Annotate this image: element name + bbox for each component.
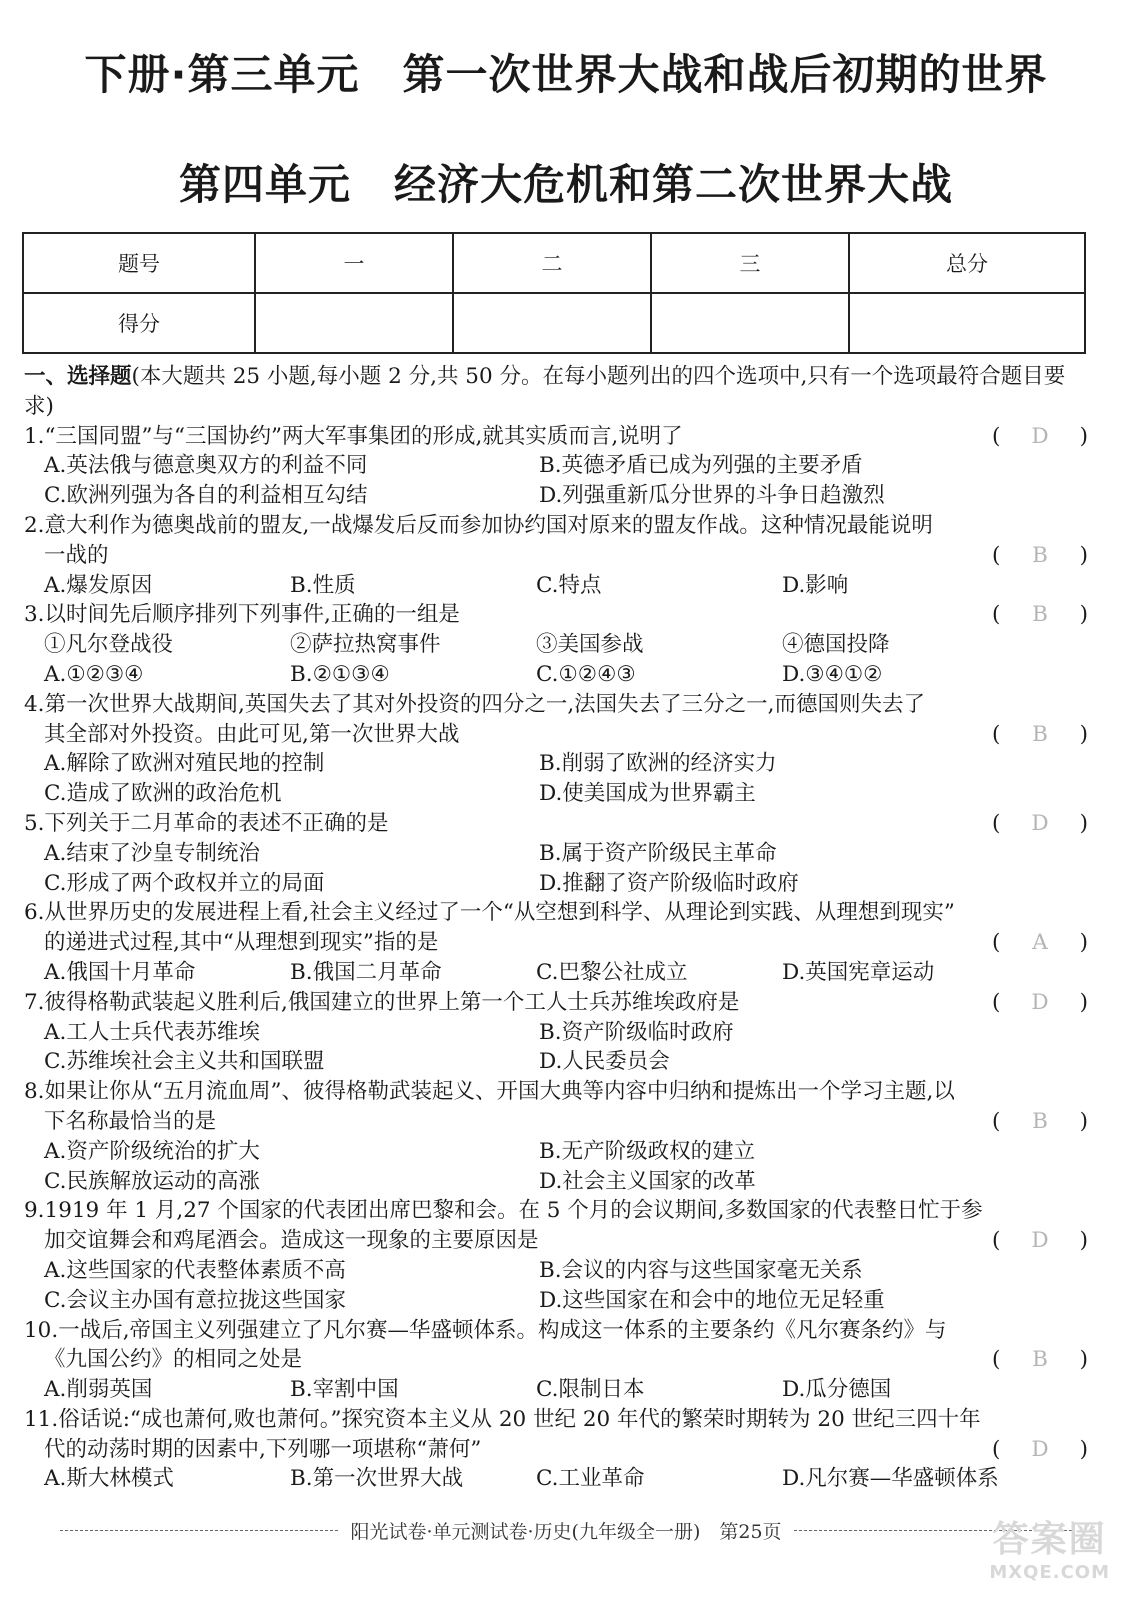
option-row: [24, 839, 1088, 869]
score-table-cell: 二: [453, 233, 651, 293]
score-table-score-row: [23, 293, 1085, 353]
option-row: [24, 869, 1088, 899]
event-item: ③美国参战: [536, 632, 644, 658]
option-row: [24, 1047, 1088, 1077]
question-stem-text: 其全部对外投资。由此可见,第一次世界大战: [44, 721, 460, 747]
answer-letter: D: [1031, 1436, 1049, 1462]
question-stem-text: 7.彼得格勒武装起义胜利后,俄国建立的世界上第一个工人士兵苏维埃政府是: [24, 989, 740, 1015]
question-stem-text: 8.如果让你从“五月流血周”、彼得格勒武装起义、开国大典等内容中归纳和提炼出一个学习主题,以: [24, 1079, 955, 1105]
answer-bracket-close: ): [1079, 542, 1088, 568]
answer-bracket: [992, 1435, 1088, 1465]
answer-bracket-open: (: [992, 423, 1001, 449]
question-stem-text: 9.1919 年 1 月,27 个国家的代表团出席巴黎和会。在 5 个月的会议期间,多数国家的代表整日忙于参: [24, 1198, 983, 1224]
unit-title-line1: 下册·第三单元 第一次世界大战和战后初期的世界: [84, 50, 1048, 99]
question-stem: [24, 898, 1088, 928]
watermark-url: MXQE.COM: [989, 1562, 1110, 1583]
option-c[interactable]: C.会议主办国有意拉拢这些国家: [44, 1287, 347, 1313]
answer-bracket: [992, 928, 1088, 958]
answer-letter: D: [1031, 989, 1049, 1015]
footer-divider: [60, 1530, 338, 1531]
answer-bracket: [992, 422, 1088, 452]
question-stem: [24, 1226, 1088, 1256]
option-row: [24, 1018, 1088, 1048]
option-b[interactable]: B.英德矛盾已成为列强的主要矛盾: [539, 453, 863, 479]
question-stem-text: 11.俗话说:“成也萧何,败也萧何。”探究资本主义从 20 世纪 20 年代的繁荣时期转为 20 世纪三四十年: [24, 1406, 981, 1432]
question-stem: [24, 1435, 1088, 1465]
answer-bracket: [992, 720, 1088, 750]
score-table: [22, 232, 1086, 354]
answer-letter: A: [1032, 930, 1048, 956]
answer-bracket-open: (: [992, 542, 1001, 568]
option-c[interactable]: C.工业革命: [536, 1466, 645, 1492]
answer-letter: B: [1032, 602, 1048, 628]
answer-bracket-open: (: [992, 1108, 1001, 1134]
option-a[interactable]: A.爆发原因: [44, 572, 153, 598]
watermark-text: 答案圈: [992, 1519, 1107, 1560]
option-c[interactable]: C.限制日本: [536, 1377, 645, 1403]
event-item: ①凡尔登战役: [44, 632, 174, 658]
option-c[interactable]: C.欧洲列强为各自的利益相互勾结: [44, 483, 368, 509]
option-d[interactable]: D.影响: [782, 572, 849, 598]
option-a[interactable]: A.英法俄与德意奥双方的利益不同: [44, 453, 368, 479]
answer-bracket: [992, 1226, 1088, 1256]
option-b[interactable]: B.第一次世界大战: [290, 1466, 464, 1492]
event-item: ②萨拉热窝事件: [290, 632, 441, 658]
answer-bracket-close: ): [1079, 602, 1088, 628]
questions-content: [24, 362, 1088, 1494]
question-stem: [24, 600, 1088, 630]
option-d[interactable]: D.使美国成为世界霸主: [539, 781, 756, 807]
question-stem-text: 加交谊舞会和鸡尾酒会。造成这一现象的主要原因是: [44, 1228, 539, 1254]
question-stem-text: 代的动荡时期的因素中,下列哪一项堪称“萧何”: [44, 1436, 482, 1462]
option-a[interactable]: A.资产阶级统治的扩大: [44, 1138, 260, 1164]
answer-bracket: [992, 988, 1088, 1018]
question-stem: [24, 1196, 1088, 1226]
question-stem: [24, 422, 1088, 452]
answer-bracket-open: (: [992, 1347, 1001, 1373]
section-heading: [24, 362, 1088, 422]
event-item: ④德国投降: [782, 632, 890, 658]
score-table-cell: 总分: [849, 233, 1085, 293]
option-row: [24, 451, 1088, 481]
option-row: [24, 958, 1088, 988]
section-instructions: (本大题共 25 小题,每小题 2 分,共 50 分。在每小题列出的四个选项中,只有一个选项最符合题目要求): [24, 364, 1066, 419]
option-c[interactable]: C.巴黎公社成立: [536, 959, 688, 985]
answer-bracket: [992, 541, 1088, 571]
answer-bracket-close: ): [1079, 1347, 1088, 1373]
option-row: [24, 779, 1088, 809]
question-stem: [24, 511, 1088, 541]
section-title: 一、选择题: [24, 364, 132, 389]
option-b[interactable]: B.②①③④: [290, 661, 390, 687]
option-b[interactable]: B.无产阶级政权的建立: [539, 1138, 756, 1164]
answer-bracket-open: (: [992, 721, 1001, 747]
answer-bracket-open: (: [992, 1436, 1001, 1462]
option-c[interactable]: C.形成了两个政权并立的局面: [44, 870, 325, 896]
question-stem: [24, 720, 1088, 750]
answer-letter: B: [1032, 542, 1048, 568]
answer-bracket: [992, 1107, 1088, 1137]
option-c[interactable]: C.造成了欧洲的政治危机: [44, 781, 282, 807]
question-stem-text: 10.一战后,帝国主义列强建立了凡尔赛—华盛顿体系。构成这一体系的主要条约《凡尔赛条约》与: [24, 1317, 947, 1343]
page-footer: [60, 1516, 1072, 1544]
answer-bracket-close: ): [1079, 1228, 1088, 1254]
question-stem-text: 的递进式过程,其中“从理想到现实”指的是: [44, 930, 439, 956]
answer-letter: D: [1031, 810, 1049, 836]
score-table-cell: 三: [651, 233, 849, 293]
question-stem: [24, 1316, 1088, 1346]
answer-bracket: [992, 1345, 1088, 1375]
score-input-cell[interactable]: [651, 293, 849, 353]
answer-bracket-close: ): [1079, 810, 1088, 836]
option-a[interactable]: A.斯大林模式: [44, 1466, 174, 1492]
option-b[interactable]: B.会议的内容与这些国家毫无关系: [539, 1257, 863, 1283]
option-row: [24, 749, 1088, 779]
score-table-cell: 题号: [23, 233, 255, 293]
answer-bracket-close: ): [1079, 989, 1088, 1015]
option-a[interactable]: A.解除了欧洲对殖民地的控制: [44, 751, 325, 777]
option-c[interactable]: C.苏维埃社会主义共和国联盟: [44, 1049, 325, 1075]
question-stem-text: 4.第一次世界大战期间,英国失去了其对外投资的四分之一,法国失去了三分之一,而德国则失去了: [24, 691, 926, 717]
answer-bracket-open: (: [992, 930, 1001, 956]
question-stem: [24, 988, 1088, 1018]
option-b[interactable]: B.性质: [290, 572, 356, 598]
option-d[interactable]: D.列强重新瓜分世界的斗争日趋激烈: [539, 483, 885, 509]
option-row: [24, 1137, 1088, 1167]
option-b[interactable]: B.宰割中国: [290, 1377, 399, 1403]
option-row: [24, 1464, 1088, 1494]
answer-bracket: [992, 809, 1088, 839]
question-stem-text: 2.意大利作为德奥战前的盟友,一战爆发后反而参加协约国对原来的盟友作战。这种情况最能说明: [24, 512, 933, 538]
answer-bracket-close: ): [1079, 423, 1088, 449]
question-stem-text: 5.下列关于二月革命的表述不正确的是: [24, 810, 389, 836]
option-a[interactable]: A.这些国家的代表整体素质不高: [44, 1257, 346, 1283]
option-a[interactable]: A.俄国十月革命: [44, 959, 196, 985]
option-a[interactable]: A.工人士兵代表苏维埃: [44, 1019, 260, 1045]
question-stem: [24, 1405, 1088, 1435]
answer-bracket-close: ): [1079, 721, 1088, 747]
unit-title-line2: 第四单元 经济大危机和第二次世界大战: [178, 160, 953, 209]
option-b[interactable]: B.削弱了欧洲的经济实力: [539, 751, 777, 777]
option-d[interactable]: D.人民委员会: [539, 1049, 670, 1075]
question-stem: [24, 1077, 1088, 1107]
option-c[interactable]: C.①②④③: [536, 661, 636, 687]
question-stem: [24, 928, 1088, 958]
question-stem-text: 下名称最恰当的是: [44, 1108, 217, 1134]
option-a[interactable]: A.结束了沙皇专制统治: [44, 840, 260, 866]
question-stem-text: 3.以时间先后顺序排列下列事件,正确的一组是: [24, 602, 460, 628]
question-stem: [24, 1345, 1088, 1375]
score-table-header-row: [23, 233, 1085, 293]
answer-letter: B: [1032, 1347, 1048, 1373]
watermark-logo: [989, 1511, 1110, 1583]
score-input-cell[interactable]: [255, 293, 453, 353]
score-table-cell: 一: [255, 233, 453, 293]
answer-bracket-close: ): [1079, 1108, 1088, 1134]
option-row: [24, 1256, 1088, 1286]
option-d[interactable]: D.英国宪章运动: [782, 959, 935, 985]
question-stem-text: 一战的: [44, 542, 109, 568]
option-c[interactable]: C.特点: [536, 572, 602, 598]
answer-bracket-open: (: [992, 989, 1001, 1015]
option-a[interactable]: A.①②③④: [44, 661, 144, 687]
answer-letter: D: [1031, 423, 1049, 449]
option-row: [24, 481, 1088, 511]
question-stem-text: 1.“三国同盟”与“三国协约”两大军事集团的形成,就其实质而言,说明了: [24, 423, 683, 449]
option-row: [24, 660, 1088, 690]
footer-text: 阳光试卷·单元测试卷·历史(九年级全一册) 第25页: [350, 1520, 782, 1543]
answer-bracket-close: ): [1079, 1436, 1088, 1462]
score-input-cell[interactable]: [453, 293, 651, 353]
answer-bracket: [992, 600, 1088, 630]
answer-bracket-close: ): [1079, 930, 1088, 956]
option-d[interactable]: D.社会主义国家的改革: [539, 1168, 756, 1194]
answer-bracket-open: (: [992, 1228, 1001, 1254]
option-d[interactable]: D.③④①②: [782, 661, 883, 687]
score-table-cell: 得分: [23, 293, 255, 353]
option-row: [24, 1286, 1088, 1316]
question-stem-text: 6.从世界历史的发展进程上看,社会主义经过了一个“从空想到科学、从理论到实践、从理想到现实”: [24, 900, 955, 926]
option-c[interactable]: C.民族解放运动的高涨: [44, 1168, 261, 1194]
question-stem: [24, 541, 1088, 571]
answer-bracket-open: (: [992, 602, 1001, 628]
option-b[interactable]: B.俄国二月革命: [290, 959, 442, 985]
option-b[interactable]: B.资产阶级临时政府: [539, 1019, 734, 1045]
option-row: [24, 571, 1088, 601]
question-stem-text: 《九国公约》的相同之处是: [44, 1347, 303, 1373]
option-d[interactable]: D.推翻了资产阶级临时政府: [539, 870, 799, 896]
question-stem: [24, 690, 1088, 720]
question-stem: [24, 809, 1088, 839]
answer-letter: D: [1031, 1228, 1049, 1254]
option-d[interactable]: D.这些国家在和会中的地位无足轻重: [539, 1287, 885, 1313]
answer-letter: B: [1032, 1108, 1048, 1134]
answer-letter: B: [1032, 721, 1048, 747]
question-list: [24, 422, 1088, 1495]
score-input-cell[interactable]: [849, 293, 1085, 353]
option-a[interactable]: A.削弱英国: [44, 1377, 153, 1403]
option-row: [24, 1167, 1088, 1197]
option-row: [24, 1375, 1088, 1405]
option-d[interactable]: D.瓜分德国: [782, 1377, 892, 1403]
question-stem: [24, 1107, 1088, 1137]
event-list: [24, 630, 1088, 660]
option-d[interactable]: D.凡尔赛—华盛顿体系: [782, 1466, 999, 1492]
option-b[interactable]: B.属于资产阶级民主革命: [539, 840, 777, 866]
answer-bracket-open: (: [992, 810, 1001, 836]
